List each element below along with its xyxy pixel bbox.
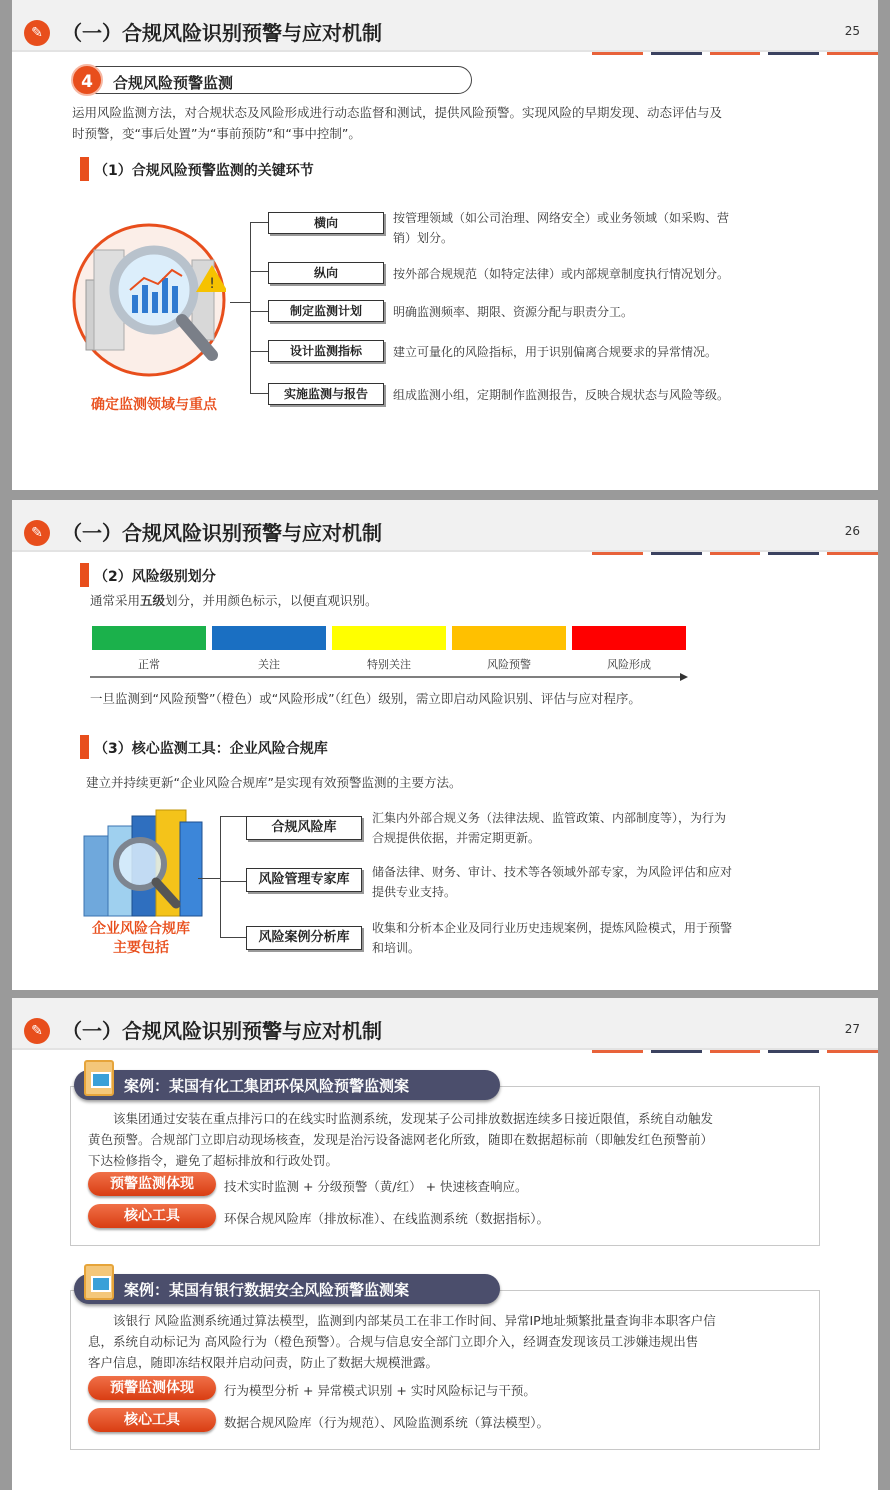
- body-line: 该银行 风险监测系统通过算法模型，监测到内部某员工在非工作时间、异常IP地址频繁批量查询非本职客户信: [113, 1313, 716, 1328]
- item-report-desc: 组成监测小组，定期制作监测报告，反映合规状态与风险等级。: [393, 388, 730, 402]
- tag-core-tools: 核心工具: [88, 1408, 216, 1432]
- section-title-3: （3）核心监测工具：企业风险合规库: [80, 738, 328, 758]
- level-label: 正常: [138, 658, 160, 671]
- desc-line: 按管理领域（如公司治理、网络安全）或业务领域（如采购、营: [393, 211, 730, 225]
- desc-line: 和培训。: [372, 941, 421, 955]
- level-label: 特别关注: [367, 658, 411, 671]
- connector-line: [250, 311, 268, 312]
- tag-core-tools-text: 环保合规风险库（排放标准）、在线监测系统（数据指标）。: [224, 1211, 550, 1226]
- page-number: 27: [844, 1022, 860, 1036]
- levels-intro: [90, 590, 790, 611]
- connector-line: [250, 351, 268, 352]
- tag-warning-embodiment: 预警监测体现: [88, 1376, 216, 1400]
- pencil-icon: ✎: [24, 1018, 50, 1044]
- connector-line: [198, 878, 220, 879]
- tag-warning-embodiment: 预警监测体现: [88, 1172, 216, 1196]
- slide-title: （一）合规风险识别预警与应对机制: [62, 1019, 382, 1043]
- body-line: 息，系统自动标记为 高风险行为（橙色预警）。合规与信息安全部门立即介入，经调查发现该员工涉嫌违规出售: [88, 1334, 699, 1349]
- page-number: 26: [844, 524, 860, 538]
- desc-line: 提供专业支持。: [372, 885, 457, 899]
- pencil-icon: ✎: [24, 20, 50, 46]
- item-plan-desc: 明确监测频率、期限、资源分配与职责分工。: [393, 305, 634, 319]
- case-header-bank: [74, 1274, 500, 1304]
- topic-title: 合规风险预警监测: [113, 74, 234, 92]
- intro-line: 运用风险监测方法，对合规状态及风险形成进行动态监督和测试，提供风险预警。实现风险的早期发现、动态评估与及: [72, 105, 723, 120]
- header-dashes: [592, 552, 878, 555]
- item-report-box: 实施监测与报告: [268, 383, 384, 405]
- levels-intro-emphasis: 五级: [140, 593, 166, 608]
- item-indicator-box: 设计监测指标: [268, 340, 384, 362]
- tool-case-desc: [372, 918, 832, 958]
- illustration-caption: 确定监测领域与重点: [91, 397, 217, 413]
- levels-note: 一旦监测到“风险预警”（橙色）或“风险形成”（红色）级别，需立即启动风险识别、评估与应对程序。: [90, 691, 641, 706]
- caption-line: 企业风险合规库: [92, 921, 190, 937]
- desc-line: 收集和分析本企业及同行业历史违规案例，提炼风险模式，用于预警: [372, 921, 733, 935]
- level-label: 关注: [258, 658, 280, 671]
- tag-warning-text: 技术实时监测 + 分级预警（黄/红） + 快速核查响应。: [224, 1179, 528, 1194]
- item-plan-box: 制定监测计划: [268, 300, 384, 322]
- page-number: 25: [844, 24, 860, 38]
- level-label: 风险形成: [607, 658, 651, 671]
- tools-intro: 建立并持续更新“企业风险合规库”是实现有效预警监测的主要方法。: [86, 775, 462, 790]
- desc-line: 销）划分。: [393, 231, 454, 245]
- header-dashes: [592, 52, 878, 55]
- desc-line: 合规提供依据，并需定期更新。: [372, 831, 541, 845]
- intro-paragraph: [72, 102, 862, 144]
- binder-folder-illustration: [78, 806, 208, 924]
- section-title-1: （1）合规风险预警监测的关键环节: [80, 160, 314, 180]
- body-line: 该集团通过安装在重点排污口的在线实时监测系统，发现某子公司排放数据连续多日接近限值，系统自动触发: [113, 1111, 714, 1126]
- bracket-connector: [250, 222, 268, 394]
- case-header-chemical: [74, 1070, 500, 1100]
- tool-case-db: 风险案例分析库: [246, 926, 362, 950]
- connector-line: [250, 271, 268, 272]
- desc-line: 储备法律、财务、审计、技术等各领域外部专家，为风险评估和应对: [372, 865, 733, 879]
- levels-intro-part: 划分，并用颜色标示，以便直观识别。: [165, 593, 378, 608]
- level-arrow: [90, 672, 690, 682]
- desc-line: 汇集内外部合规义务（法律法规、监管政策、内部制度等），为行为: [372, 811, 727, 825]
- levels-intro-part: 通常采用: [90, 593, 141, 608]
- section-title-2: （2）风险级别划分: [80, 566, 216, 586]
- slide-header: [12, 0, 878, 52]
- case-title: 案例：某国有化工集团环保风险预警监测案: [124, 1077, 410, 1095]
- item-indicator-desc: 建立可量化的风险指标，用于识别偏离合规要求的异常情况。: [393, 345, 718, 359]
- intro-line: 时预警，变“事后处置”为“事前预防”和“事中控制”。: [72, 126, 361, 141]
- caption-line: 主要包括: [113, 940, 169, 956]
- tool-expert-db: 风险管理专家库: [246, 868, 362, 892]
- slide-title: （一）合规风险识别预警与应对机制: [62, 521, 382, 545]
- case-body: [88, 1108, 818, 1171]
- item-vertical-desc: 按外部合规规范（如特定法律）或内部规章制度执行情况划分。: [393, 267, 730, 281]
- tag-core-tools-text: 数据合规风险库（行为规范）、风险监测系统（算法模型）。: [224, 1415, 550, 1430]
- level-bar-attention: [212, 626, 326, 650]
- tool-expert-desc: [372, 862, 832, 902]
- picture-frame-icon: [84, 1060, 114, 1096]
- level-bar-formed: [572, 626, 686, 650]
- case-title: 案例：某国有银行数据安全风险预警监测案: [124, 1281, 410, 1299]
- topic-pill: [74, 66, 472, 94]
- slide-26: [12, 500, 878, 990]
- case-body: [88, 1310, 818, 1373]
- level-bar-normal: [92, 626, 206, 650]
- slide-27: [12, 998, 878, 1490]
- slide-header: [12, 500, 878, 552]
- svg-text:!: !: [209, 276, 215, 292]
- connector-line: [230, 302, 250, 303]
- body-line: 下达检修指令，避免了超标排放和行政处罚。: [88, 1153, 339, 1168]
- slide-title: （一）合规风险识别预警与应对机制: [62, 21, 382, 45]
- magnifier-chart-illustration: [72, 220, 226, 390]
- item-horizontal-desc: [393, 208, 823, 248]
- tool-compliance-risk-desc: [372, 808, 832, 848]
- body-line: 黄色预警。合规部门立即启动现场核查，发现是治污设备滤网老化所致，随即在数据超标前（即触发红色预警前）: [88, 1132, 714, 1147]
- connector-line: [220, 881, 246, 882]
- picture-frame-icon: [84, 1264, 114, 1300]
- body-line: 客户信息，随即冻结权限并启动问责，防止了数据大规模泄露。: [88, 1355, 439, 1370]
- item-horizontal-box: 横向: [268, 212, 384, 234]
- topic-number-badge: 4: [71, 64, 103, 96]
- bracket-connector: [220, 816, 246, 938]
- item-vertical-box: 纵向: [268, 262, 384, 284]
- header-dashes: [592, 1050, 878, 1053]
- level-label: 风险预警: [487, 658, 531, 671]
- tag-core-tools: 核心工具: [88, 1204, 216, 1228]
- level-bar-warning: [452, 626, 566, 650]
- level-bar-special: [332, 626, 446, 650]
- tag-warning-text: 行为模型分析 + 异常模式识别 + 实时风险标记与干预。: [224, 1383, 536, 1398]
- binder-caption: [66, 920, 216, 958]
- pencil-icon: ✎: [24, 520, 50, 546]
- tool-compliance-risk-db: 合规风险库: [246, 816, 362, 840]
- slide-header: [12, 998, 878, 1050]
- slide-25: [12, 0, 878, 490]
